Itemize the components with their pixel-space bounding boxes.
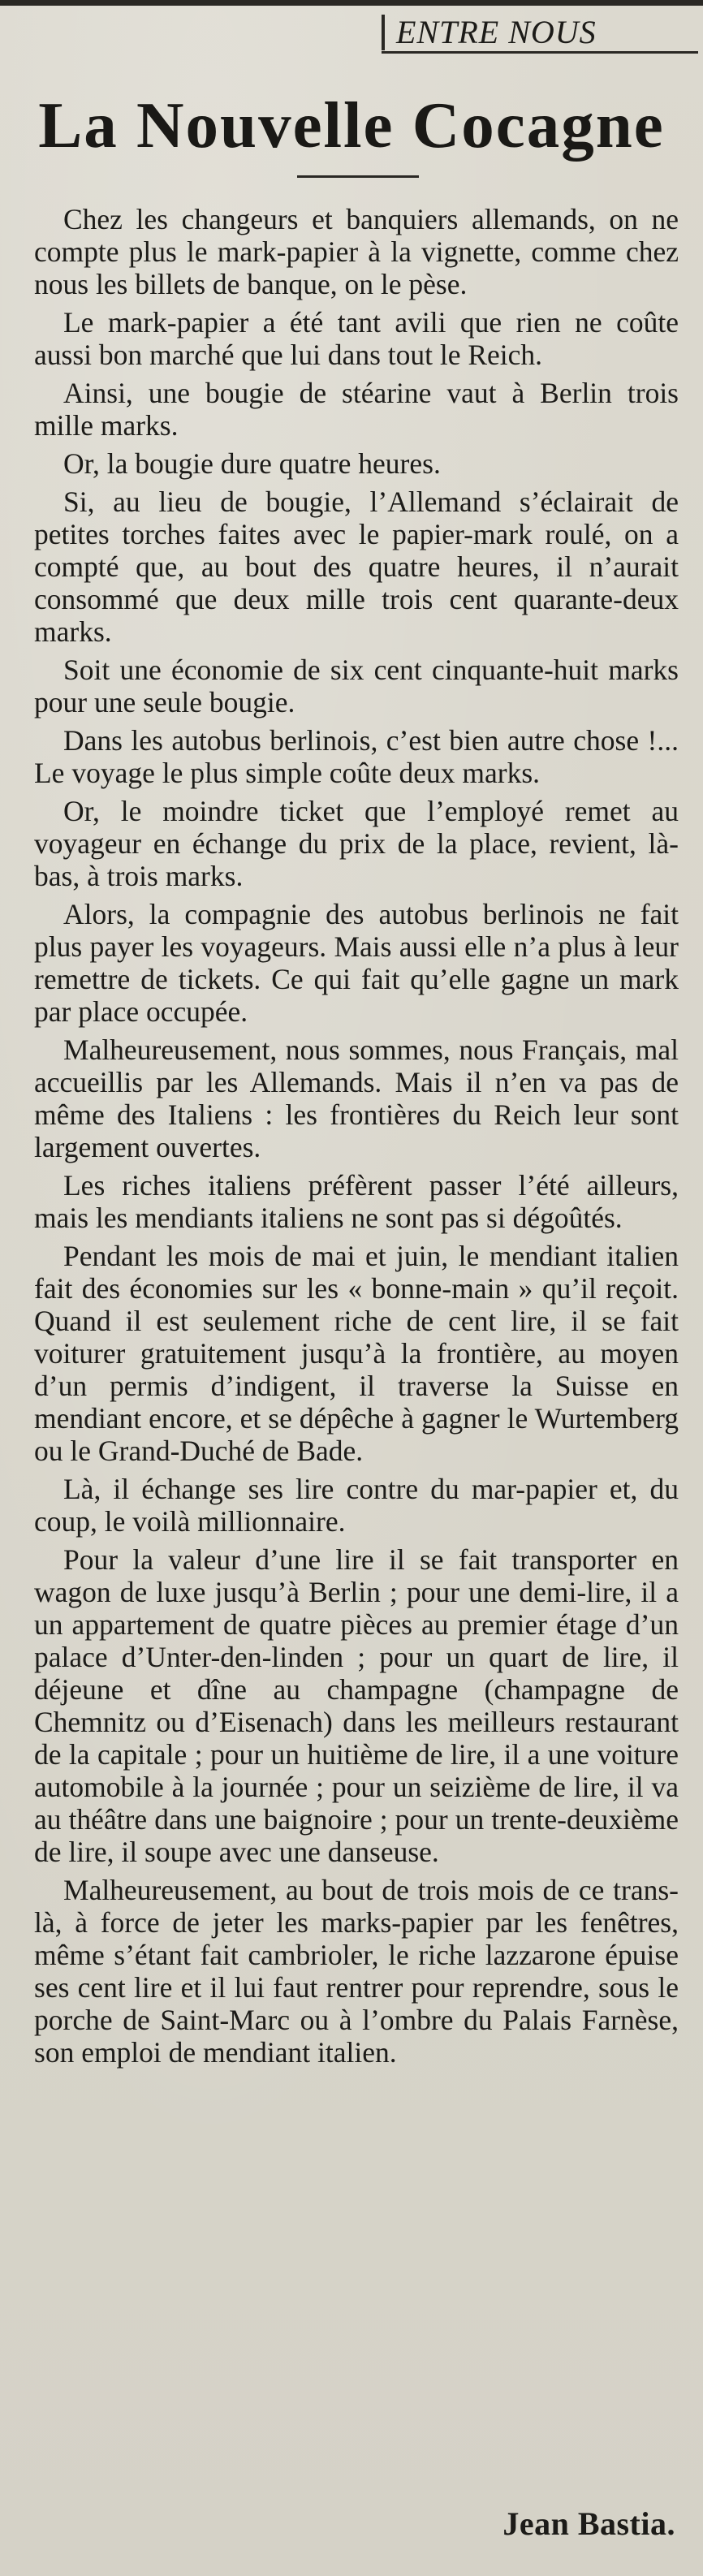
- rubric-header: [382, 10, 698, 54]
- article-paragraph: Les riches italiens préfèrent passer l’été ailleurs, mais les mendiants italiens ne sont pas si dégoûtés.: [34, 1169, 679, 1234]
- article-title: La Nouvelle Cocagne: [38, 88, 665, 162]
- top-border-rule: [0, 0, 703, 6]
- author-signature: Jean Bastia.: [502, 2505, 675, 2542]
- article-paragraph: Pendant les mois de mai et juin, le mendiant italien fait des économies sur les « bonne-main » qu’il reçoit. Quand il est seulement riche de cent lire, il se fait voiturer gratuitement jusqu’à la frontière, au moyen d’un permis d’indigent, il traverse la Suisse en mendiant encore, et se dépêche à gagner le Wurtemberg ou le Grand-Duché de Bade.: [34, 1240, 679, 1467]
- article-paragraph: Alors, la compagnie des autobus berlinois ne fait plus payer les voyageurs. Mais aussi elle n’a plus à leur remettre de tickets. Ce qui fait qu’elle gagne un mark par place occupée.: [34, 898, 679, 1028]
- article-paragraph: Soit une économie de six cent cinquante-huit marks pour une seule bougie.: [34, 654, 679, 718]
- article-paragraph: Pour la valeur d’une lire il se fait transporter en wagon de luxe jusqu’à Berlin ; pour une demi-lire, il a un appartement de quatre pièces au premier étage d’un palace d’Unter-den-linden ; pour un quart de lire, il déjeune et dîne au champagne (champagne de Chemnitz ou d’Eisenach) dans les meilleurs restaurant de la capitale ; pour un huitième de lire, il a une voiture automobile à la journée ; pour un seizième de lire, il va au théâtre dans une baignoire ; pour un trente-deuxième de lire, il soupe avec une danseuse.: [34, 1543, 679, 1868]
- article-paragraph: Or, la bougie dure quatre heures.: [63, 447, 441, 480]
- article-paragraph: Si, au lieu de bougie, l’Allemand s’éclairait de petites torches faites avec le papier-mark roulé, on a compté que, au bout des quatre heures, il n’aurait consommé que deux mille trois cent quarante-deux marks.: [34, 485, 679, 648]
- article-paragraph: Ainsi, une bougie de stéarine vaut à Berlin trois mille marks.: [34, 377, 679, 442]
- article-paragraph: Chez les changeurs et banquiers allemands, on ne compte plus le mark-papier à la vignette, comme chez nous les billets de banque, on le pèse.: [34, 203, 679, 300]
- article-paragraph: Dans les autobus berlinois, c’est bien autre chose !... Le voyage le plus simple coûte deux marks.: [34, 724, 679, 789]
- article-paragraph: Le mark-papier a été tant avili que rien ne coûte aussi bon marché que lui dans tout le Reich.: [34, 306, 679, 371]
- article-paragraph: Malheureusement, au bout de trois mois de ce trans-là, à force de jeter les marks-papier par les fenêtres, même s’étant fait cambrioler, le riche lazzarone épuise ses cent lire et il lui faut rentrer pour reprendre, sous le porche de Saint-Marc ou à l’ombre du Palais Farnèse, son emploi de mendiant italien.: [34, 1874, 679, 2069]
- article-paragraph: Là, il échange ses lire contre du mar-papier et, du coup, le voilà millionnaire.: [34, 1473, 679, 1538]
- article-body: [34, 203, 679, 2074]
- article-paragraph: Malheureusement, nous sommes, nous Français, mal accueillis par les Allemands. Mais il n’en va pas de même des Italiens : les frontières du Reich leur sont largement ouvertes.: [34, 1033, 679, 1163]
- title-underline: [297, 175, 419, 178]
- article-paragraph: Or, le moindre ticket que l’employé remet au voyageur en échange du prix de la place, revient, là-bas, à trois marks.: [34, 795, 679, 892]
- rubric-label: ENTRE NOUS: [396, 14, 597, 50]
- rubric-divider: [382, 15, 385, 50]
